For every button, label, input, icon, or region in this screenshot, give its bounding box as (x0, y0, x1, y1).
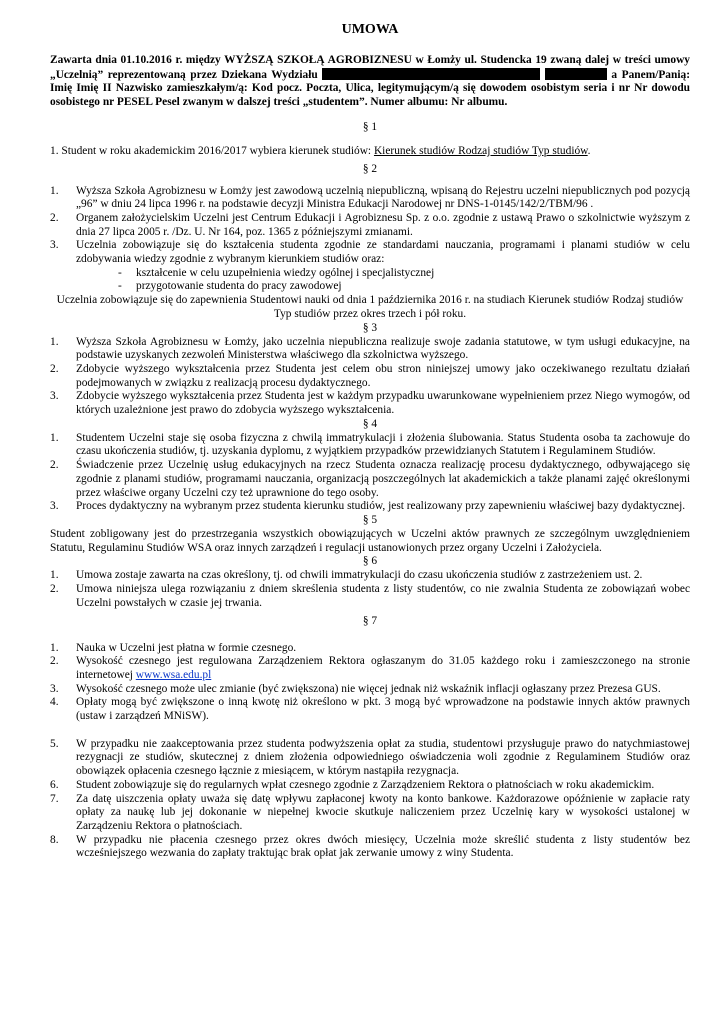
item-number: 1. (50, 641, 59, 654)
field-of-study: Kierunek studiów Rodzaj studiów Typ studiów (373, 144, 588, 157)
item-number: 6. (50, 778, 59, 791)
item-number: 3. (50, 239, 59, 252)
section-2-list (50, 185, 690, 267)
item-text: Opłaty mogą być zwiększone o inną kwotę niż określono w pkt. 3 mogą być wprowadzone na podstawie innych aktów prawnych (ustaw i zarządzeń MNiSW). (76, 696, 690, 723)
list-item (50, 696, 690, 723)
list-item (50, 212, 690, 239)
section-5-heading: § 5 (362, 513, 378, 526)
list-item (50, 459, 690, 500)
section-2-closing: Uczelnia zobowiązuje się do zapewnienia Studentowi nauki od dnia 1 października 2016 r. na studiach Kierunek studiów Rodzaj studiów Typ studiów przez okres trzech i pół roku. (56, 294, 684, 320)
list-item (50, 779, 690, 793)
section-4-list (50, 432, 690, 514)
item-text: Organem założycielskim Uczelni jest Centrum Edukacji i Agrobiznesu Sp. z o.o. zgodnie z ustawą Prawo o szkolnictwie wyższym z dnia 27 lipca 2005 r. /Dz. U. Nr 164, poz. 1365 z późniejszymi zmianami. (76, 211, 690, 238)
item-number: 3. (50, 500, 59, 513)
list-item (50, 432, 690, 459)
list-item (50, 738, 690, 779)
item-text: W przypadku nie zaakceptowania przez studenta podwyższenia opłat za studia, studentowi przysługuje prawo do natychmiastowej rezygnacji ze studiów, skutecznej z dniem złożenia odpowiedniego oświadczenia woli zgodnie z Regulaminem Studiów oraz obowiązek opłacenia czesnego łącznie z miesiącem, w którym nastąpiła rezygnacja. (76, 737, 690, 778)
section-6-heading: § 6 (362, 555, 378, 568)
item-number: 2. (50, 459, 59, 472)
section-3-heading: § 3 (362, 321, 378, 334)
item-text: Zdobycie wyższego wykształcenia przez Studenta jest celem obu stron niniejszej umowy jako oczekiwanego rezultatu działań podejmowanych w związku z realizacją procesu dydaktycznego. (76, 362, 690, 389)
item-text: Wysokość czesnego jest regulowana Zarządzeniem Rektora ogłaszanym do 31.05 każdego roku i zamieszczonego na stronie internetowej (76, 655, 690, 681)
item-number: 2. (50, 211, 59, 224)
section-1-prefix: 1. Student w roku akademickim 2016/2017 wybiera kierunek studiów: (50, 144, 374, 157)
list-item (50, 185, 690, 212)
item-number: 2. (50, 583, 59, 596)
list-item (50, 834, 690, 861)
item-number: 3. (50, 682, 59, 695)
section-4-heading: § 4 (362, 417, 378, 430)
bullet-item (50, 280, 690, 294)
list-item (50, 336, 690, 363)
item-number: 8. (50, 833, 59, 846)
item-text: Umowa niniejsza ulega rozwiązaniu z dniem skreślenia studenta z listy studentów, co nie zwalnia Studenta ze zobowiązań wobec Uczelni powstałych w czasie jej trwania. (76, 583, 690, 609)
item-number: 1. (50, 431, 59, 444)
section-1-heading: § 1 (362, 120, 378, 133)
item-text: Wyższa Szkoła Agrobiznesu w Łomży jest zawodową uczelnią niepubliczną, wpisaną do Rejestru uczelni niepublicznych pod pozycją „96” w dniu 24 lipca 1996 r. na podstawie decyzji Ministra Edukacji Narodowej nr DNS-1-0145/142/2/TBM/96 . (76, 184, 690, 211)
intro-text-part1: Zawarta dnia 01.10.2016 r. między WYŻSZĄ SZKOŁĄ AGROBIZNESU w Łomży ul. Studencka 19 zwaną dalej w treści umowy „Uczelnią” reprezentowaną przez Dziekana Wydziału (50, 54, 690, 81)
item-number: 2. (50, 362, 59, 375)
list-item (50, 793, 690, 834)
list-item (50, 363, 690, 390)
section-1-suffix: . (587, 144, 591, 157)
item-number: 3. (50, 390, 59, 403)
item-text: Nauka w Uczelni jest płatna w formie czesnego. (76, 641, 297, 654)
list-item (50, 655, 690, 682)
list-item (50, 390, 690, 417)
section-7-heading: § 7 (362, 614, 378, 627)
bullet-dash: - (118, 266, 122, 279)
item-text: Wyższa Szkoła Agrobiznesu w Łomży, jako uczelnia niepubliczna realizuje swoje zadania statutowe, w tym usługi edukacyjne, na podstawie uzyskanych zezwoleń Ministerstwa właściwego dla szkolnictwa wyższego. (76, 335, 690, 362)
list-item (50, 569, 690, 583)
redacted-name-block (322, 68, 540, 80)
section-7-list (50, 642, 690, 724)
list-item (50, 500, 690, 514)
item-number: 2. (50, 655, 59, 668)
item-text: Świadczenie przez Uczelnię usług edukacyjnych na rzecz Studenta oznacza realizację procesu dydaktycznego, odbywającego się zgodnie z planami studiów, programami nauczania, organizacją poszczególnych lat akademickich a także planami zajęć określonymi przez właściwe organy Uczelni czy też uprawnione do tego osoby. (76, 459, 690, 499)
item-number: 1. (50, 335, 59, 348)
redacted-name-block-2 (545, 68, 607, 80)
item-text: W przypadku nie płacenia czesnego przez okres dwóch miesięcy, Uczelnia może skreślić studenta z listy studentów bez wcześniejszego wezwania do zapłaty traktując brak opłat jak zerwanie umowy z winy Studenta. (76, 833, 690, 860)
bullet-item (50, 267, 690, 281)
list-item (50, 239, 690, 266)
section-7-list-continued (50, 738, 690, 861)
item-number: 4. (50, 696, 59, 709)
contract-page (50, 0, 690, 861)
list-item (50, 642, 690, 656)
section-5-text: Student zobligowany jest do przestrzegania wszystkich obowiązujących w Uczelni aktów prawnych ze szczególnym uwzględnieniem Statutu, Regulaminu Studiów WSA oraz innych zarządzeń i regulacji ustanowionych przez organy Uczelni i Założyciela. (50, 527, 690, 554)
list-item (50, 583, 690, 610)
item-text: Wysokość czesnego może ulec zmianie (być zwiększona) nie więcej jednak niż wskaźnik inflacji ogłaszany przez Prezesa GUS. (76, 682, 661, 695)
item-text: Za datę uiszczenia opłaty uważa się datę wpływu zapłaconej kwoty na konto bankowe. Każdorazowe opóźnienie w zapłacie raty opłaty za naukę lub jej dokonanie w niepełnej kwocie skutkuje naliczeniem przez Uczelnię kary w wysokości ustalonej w Zarządzeniu Rektora o płatnościach. (76, 792, 690, 832)
section-6-list (50, 569, 690, 610)
section-3-list (50, 336, 690, 418)
intro-text-part2: a Panem/Panią: Imię Imię II Nazwisko zamieszkałym/ą: Kod pocz. Poczta, Ulica, legitymującym/ą się dowodem osobistym seria i nr Nr dowodu osobistego nr PESEL Pesel zwanym w dalszej treści „studentem”. Numer albumu: Nr albumu. (50, 68, 690, 109)
item-text: Student zobowiązuje się do regularnych wpłat czesnego zgodnie z Zarządzeniem Rektora o płatnościach w roku akademickim. (76, 778, 655, 791)
item-text: Umowa zostaje zawarta na czas określony, tj. od chwili immatrykulacji do czasu ukończenia studiów z zastrzeżeniem ust. 2. (76, 569, 643, 582)
section-2-heading: § 2 (362, 162, 378, 175)
item-text: Studentem Uczelni staje się osoba fizyczna z chwilą immatrykulacji i złożenia ślubowania. Status Studenta osoba ta zachowuje do czasu ukończenia studiów, tj. uzyskania dyplomu, z wyjątkiem przypadków przewidzianych Statutem i Regulaminem Studiów. (76, 431, 690, 458)
item-number: 7. (50, 792, 59, 805)
bullet-text: przygotowanie studenta do pracy zawodowej (136, 280, 342, 293)
bullet-text: kształcenie w celu uzupełnienia wiedzy ogólnej i specjalistycznej (136, 266, 435, 279)
item-text: Proces dydaktyczny na wybranym przez studenta kierunku studiów, jest realizowany przy zapewnieniu właściwej bazy dydaktycznej. (76, 500, 686, 513)
website-link[interactable]: www.wsa.edu.pl (135, 668, 212, 681)
bullet-dash: - (118, 280, 122, 293)
item-number: 1. (50, 569, 59, 582)
section-1-text (50, 145, 690, 159)
item-number: 1. (50, 184, 59, 197)
document-title: UMOWA (341, 22, 399, 37)
item-text: Uczelnia zobowiązuje się do kształcenia studenta zgodnie ze standardami nauczania, programami i planami studiów w celu zdobywania wiedzy zgodnie z wybranym kierunkiem studiów oraz: (76, 239, 690, 266)
intro-paragraph (50, 54, 690, 110)
item-number: 5. (50, 737, 59, 750)
item-text: Zdobycie wyższego wykształcenia przez Studenta jest w każdym przypadku uwarunkowane wypełnieniem przez Niego wymogów, od których uzależnione jest prawo do zdobycia wyższego wykształcenia. (76, 390, 690, 417)
list-item (50, 683, 690, 697)
